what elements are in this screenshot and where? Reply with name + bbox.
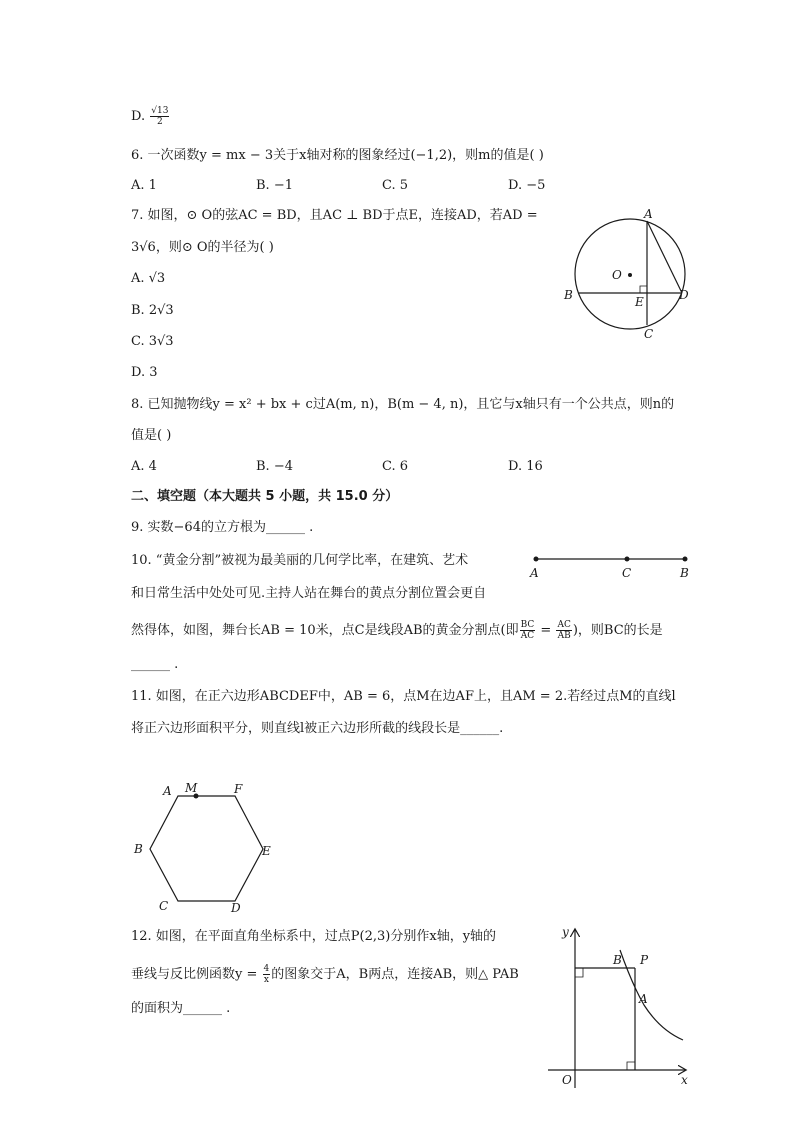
label-a: A <box>644 207 653 221</box>
label-c: C <box>622 566 632 580</box>
q7-option-c: C. 3√3 <box>131 334 174 349</box>
q10-line3-post: )，则BC的长是 <box>572 623 663 638</box>
q12-fraction-numerator: 4 <box>263 964 270 974</box>
q10-fraction-2-denominator: AB <box>557 631 571 641</box>
label-d: D <box>231 901 241 913</box>
point-a <box>534 557 539 562</box>
q8-option-c: C. 6 <box>382 459 409 474</box>
label-a: A <box>530 566 539 580</box>
q5-option-d-denominator: 2 <box>156 117 163 127</box>
q7-option-a: A. √3 <box>131 271 166 286</box>
label-c: C <box>644 327 654 341</box>
label-a: A <box>163 784 172 798</box>
q10-stem-line1: 10. “黄金分割”被视为最美丽的几何学比率，在建筑、艺术 <box>131 553 469 568</box>
right-angle-mark-y <box>575 968 583 977</box>
q12-stem-line2 <box>131 964 519 985</box>
q12-fraction-4-x <box>263 964 271 985</box>
label-o: O <box>612 268 622 282</box>
label-b: B <box>134 842 143 856</box>
label-b: B <box>680 566 689 580</box>
q8-option-d: D. 16 <box>508 459 543 474</box>
label-m: M <box>185 781 198 795</box>
q10-line3-pre: 然得体，如图，舞台长AB = 10米，点C是线段AB的黄金分割点(即 <box>131 623 519 638</box>
q6-stem: 6. 一次函数y = mx − 3关于x轴对称的图象经过(−1,2)，则m的值是( ) <box>131 148 544 163</box>
q5-option-d-label: D. <box>131 109 146 124</box>
q10-stem-line4: ______ . <box>131 657 179 672</box>
label-e: E <box>635 295 644 309</box>
section-2-title: 二、填空题（本大题共 5 小题，共 15.0 分） <box>131 489 399 504</box>
q10-stem-line3 <box>131 620 663 641</box>
q12-fraction-denominator: x <box>263 975 269 985</box>
q7-stem-line1: 7. 如图，⊙ O的弦AC = BD，且AC ⊥ BD于点E，连接AD，若AD = <box>131 208 538 223</box>
q8-stem-line1: 8. 已知抛物线y = x² + bx + c过A(m, n)，B(m − 4, n)，且它与x轴只有一个公共点，则n的 <box>131 397 675 412</box>
q10-fraction-ac-ab <box>556 620 571 641</box>
label-c: C <box>159 899 169 913</box>
q9-stem: 9. 实数−64的立方根为______ . <box>131 520 314 535</box>
q7-stem-line2: 3√6，则⊙ O的半径为( ) <box>131 240 274 255</box>
q8-stem-line2: 值是( ) <box>131 428 172 443</box>
q10-fraction-2-numerator: AC <box>557 620 571 630</box>
q6-option-b: B. −1 <box>256 178 293 193</box>
q10-fraction-1-numerator: BC <box>520 620 535 630</box>
q8-option-b: B. −4 <box>256 459 293 474</box>
label-b: B <box>564 288 573 302</box>
label-f: F <box>234 782 243 796</box>
center-point <box>628 273 632 277</box>
label-a: A <box>639 992 648 1006</box>
q10-fraction-1-denominator: AC <box>520 631 535 641</box>
label-o: O <box>562 1073 572 1087</box>
label-y: y <box>562 925 569 939</box>
q10-fraction-bc-ac <box>520 620 536 641</box>
point-b <box>683 557 688 562</box>
q12-stem-line3: 的面积为______ . <box>131 1001 231 1016</box>
q11-stem-line2: 将正六边形面积平分，则直线l被正六边形所截的线段长是______. <box>131 721 504 736</box>
q10-equals: = <box>536 623 556 638</box>
label-x: x <box>681 1073 688 1087</box>
label-b: B <box>613 953 622 967</box>
hyperbola-curve <box>620 950 683 1040</box>
q12-stem-line1: 12. 如图，在平面直角坐标系中，过点P(2,3)分别作x轴，y轴的 <box>131 929 497 944</box>
q7-option-d: D. 3 <box>131 365 158 380</box>
q12-line2-pre: 垂线与反比例函数y = <box>131 967 262 982</box>
right-angle-mark-x <box>627 1062 635 1070</box>
q5-option-d-fraction <box>150 106 169 127</box>
q6-option-d: D. −5 <box>508 178 546 193</box>
q10-segment-figure <box>525 550 700 582</box>
q11-stem-line1: 11. 如图，在正六边形ABCDEF中，AB = 6，点M在边AF上，且AM = 2.若经过点M的直线l <box>131 689 676 704</box>
label-d: D <box>679 288 689 302</box>
label-p: P <box>640 953 649 967</box>
point-c <box>625 557 630 562</box>
q6-option-c: C. 5 <box>382 178 409 193</box>
q11-hexagon-figure <box>130 778 280 913</box>
q10-stem-line2: 和日常生活中处处可见.主持人站在舞台的黄点分割位置会更自 <box>131 586 487 601</box>
q12-line2-post: 的图象交于A，B两点，连接AB，则△ PAB <box>271 967 519 982</box>
q12-coordinate-figure <box>540 922 700 1090</box>
q7-option-b: B. 2√3 <box>131 303 174 318</box>
hexagon-abcdef <box>150 796 263 901</box>
q8-option-a: A. 4 <box>131 459 157 474</box>
q6-option-a: A. 1 <box>131 178 157 193</box>
q7-circle-figure <box>560 205 700 345</box>
label-e: E <box>262 844 271 858</box>
q5-option-d <box>131 106 170 127</box>
q5-option-d-numerator: √13 <box>151 106 169 116</box>
right-angle-mark <box>640 286 647 293</box>
